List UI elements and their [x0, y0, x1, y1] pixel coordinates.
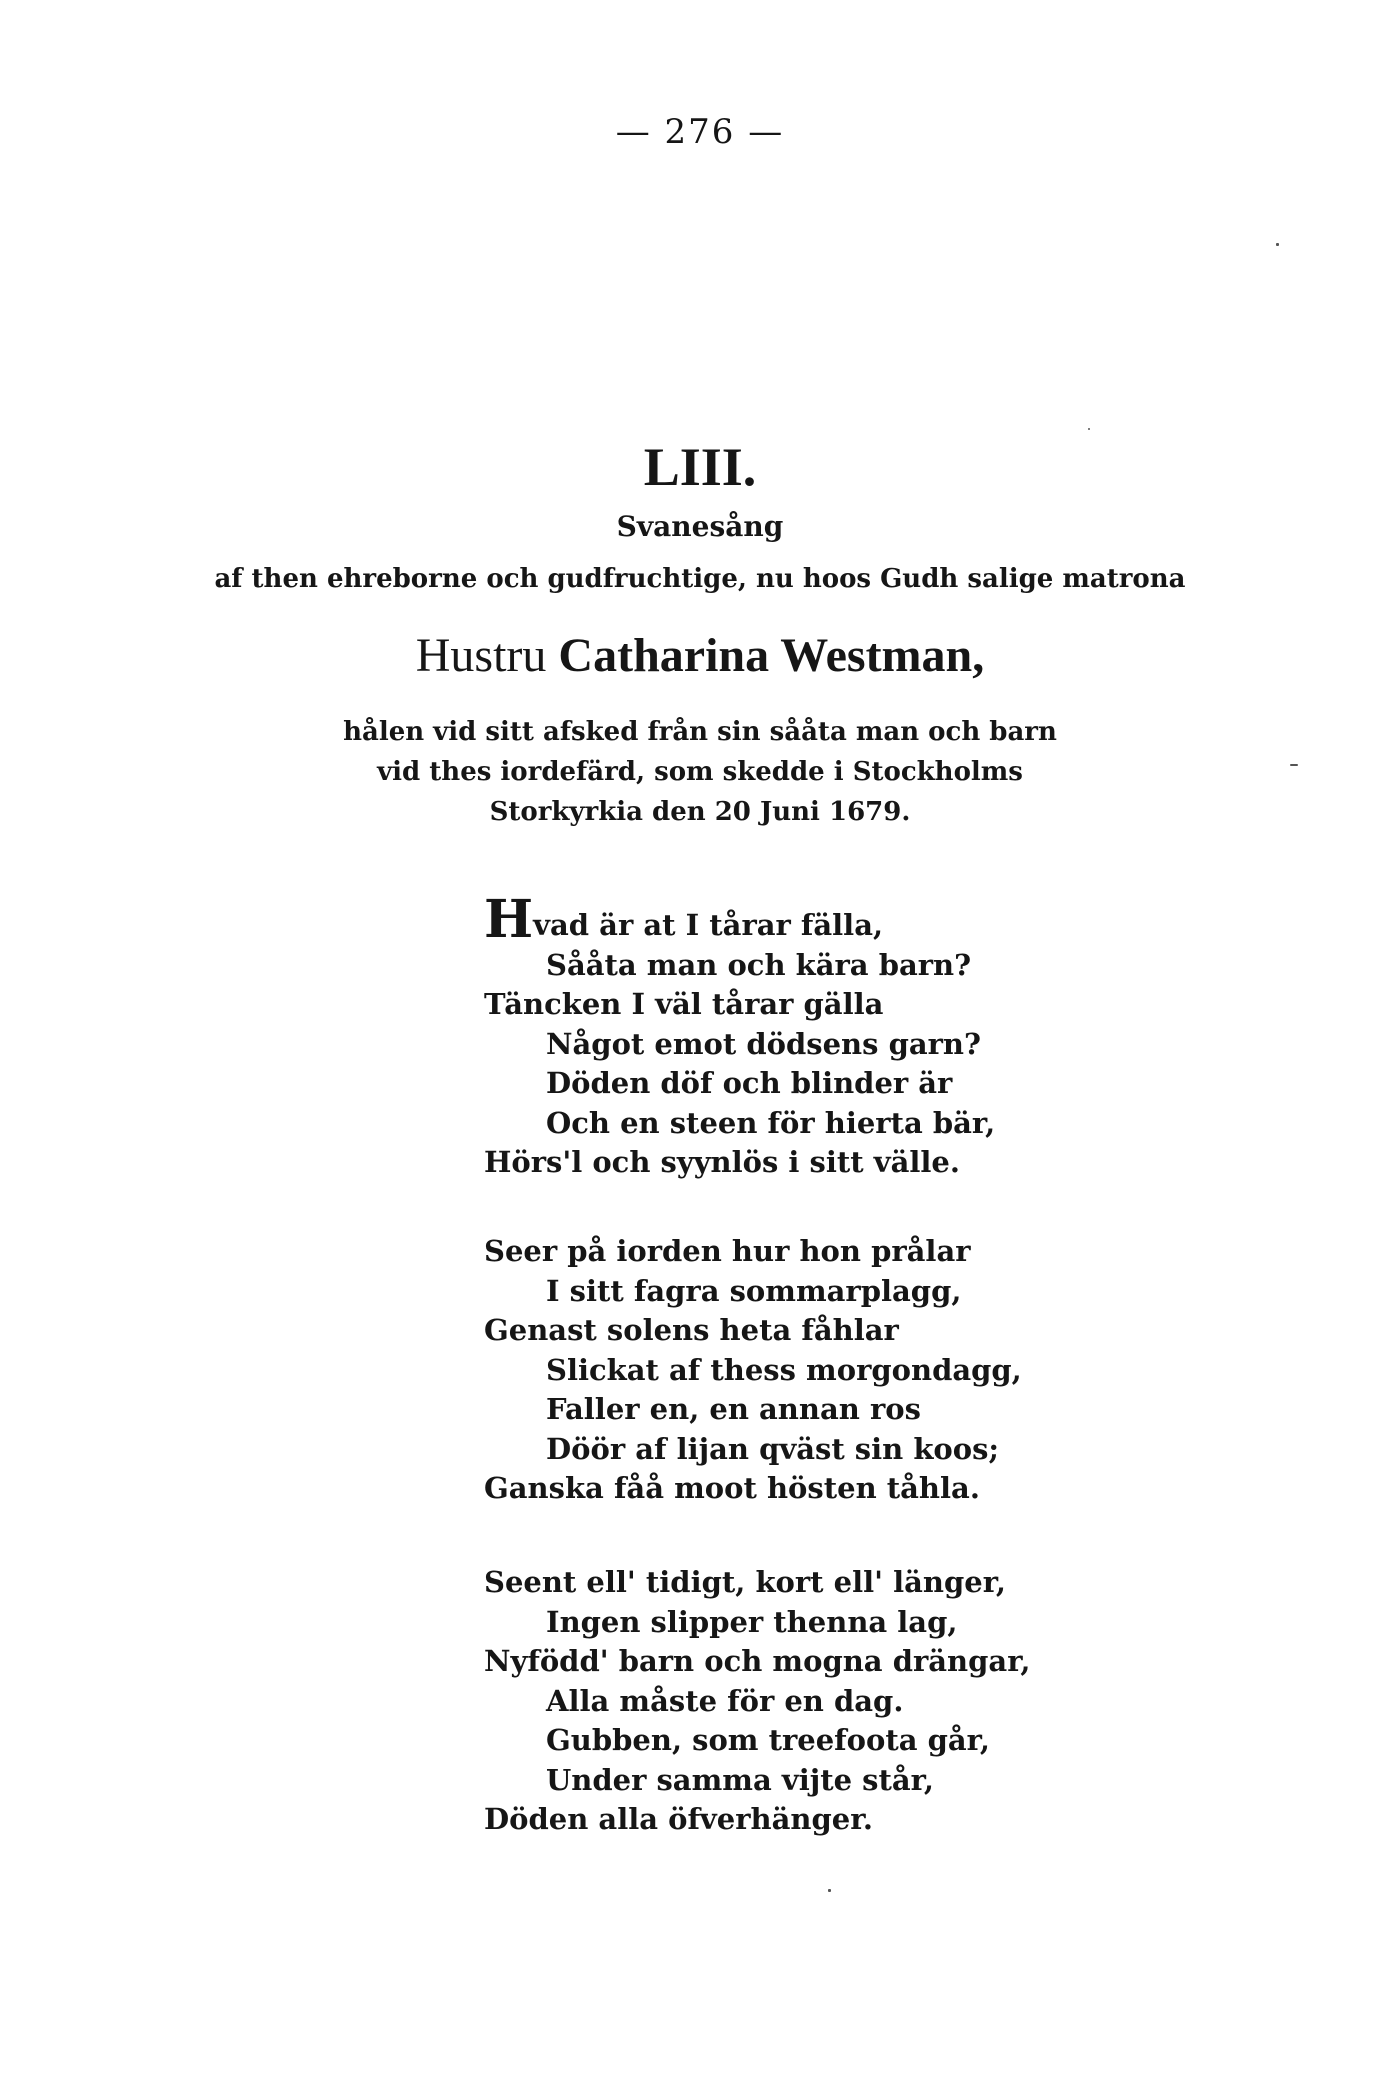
occasion-line: Storkyrkia den 20 Juni 1679.: [489, 797, 911, 827]
poem-line: Sååta man och kära barn?: [546, 947, 972, 982]
poem-line: Genast solens heta fåhlar: [484, 1313, 899, 1347]
poem-line: Döden döf och blinder är: [546, 1066, 953, 1100]
page-number: — 276 —: [615, 112, 785, 152]
poem-line-text: vad är at I tårar fälla,: [533, 908, 884, 942]
poem-line: Och en steen för hierta bär,: [546, 1105, 996, 1140]
scan-speck: [1290, 764, 1298, 766]
occasion-line: hålen vid sitt afsked från sin sååta man och barn: [343, 717, 1057, 747]
poem-line: Slickat af thess morgondagg,: [546, 1352, 1022, 1387]
honoree-prefix: Hustru: [415, 629, 547, 682]
occasion-text: [0, 712, 1400, 832]
honoree-heading: [0, 628, 1400, 683]
poem-line: Hörs'l och syynlös i sitt välle.: [484, 1145, 960, 1179]
occasion-line: vid thes iordefärd, som skedde i Stockholms: [377, 757, 1023, 787]
drop-cap: H: [484, 889, 534, 950]
poem-line: Alla måste för en dag.: [546, 1683, 904, 1718]
poem-line: Täncken I väl tårar gälla: [484, 987, 884, 1021]
poem-genre: Svanesång: [616, 510, 784, 543]
poem-line: Ingen slipper thenna lag,: [546, 1604, 958, 1639]
poem-line: Seer på iorden hur hon prålar: [484, 1234, 971, 1268]
poem-line: Ganska fåå moot hösten tåhla.: [484, 1471, 980, 1505]
stanza-1: [484, 889, 1344, 1183]
stanza-2: [484, 1232, 1344, 1509]
poem-line: Något emot dödsens garn?: [546, 1026, 981, 1061]
scan-speck: [1088, 428, 1090, 430]
poem-line: [484, 889, 1344, 950]
poem-line: Nyfödd' barn och mogna drängar,: [484, 1644, 1031, 1678]
stanza-3: [484, 1563, 1344, 1840]
poem-line: I sitt fagra sommarplagg,: [546, 1273, 962, 1308]
honoree-name: Catharina Westman,: [558, 629, 985, 682]
poem-line: Seent ell' tidigt, kort ell' länger,: [484, 1565, 1006, 1599]
poem-line: Under samma vijte står,: [546, 1762, 934, 1797]
dedication-line: af then ehreborne och gudfruchtige, nu hoos Gudh salige matrona: [214, 564, 1186, 594]
poem-line: Gubben, som treefoota går,: [546, 1723, 990, 1757]
scan-speck: [1276, 243, 1279, 246]
chapter-number: LIII.: [643, 437, 757, 497]
poem-line: Faller en, en annan ros: [546, 1392, 921, 1426]
poem-line: Döör af lijan qväst sin koos;: [546, 1431, 1000, 1466]
scan-speck: [828, 1889, 831, 1892]
poem-line: Döden alla öfverhänger.: [484, 1802, 873, 1836]
